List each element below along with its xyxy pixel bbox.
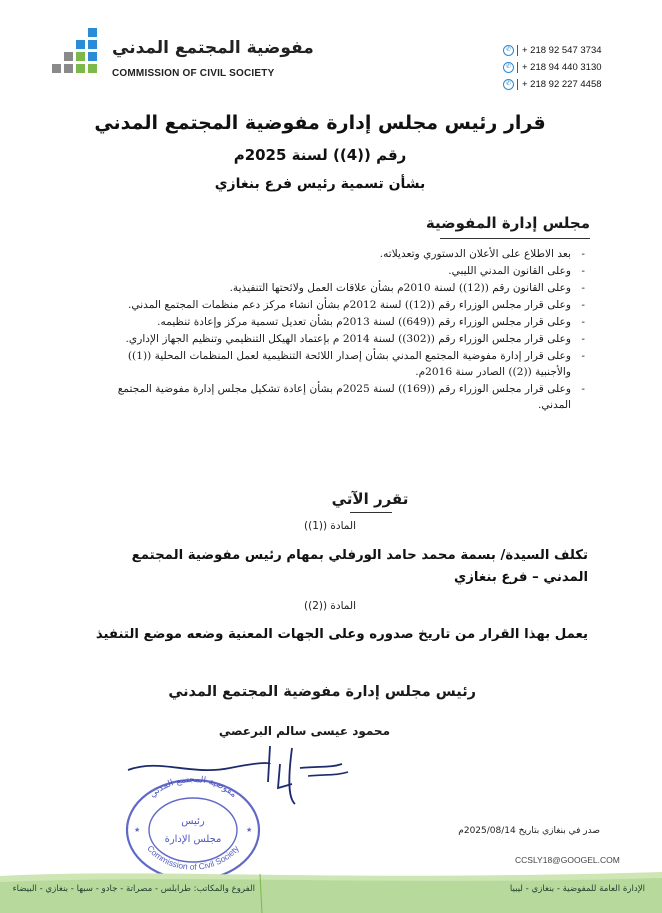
- phone-row: [503, 59, 623, 76]
- phone-icon: ✆: [503, 79, 514, 90]
- contact-email[interactable]: CCSLY18@GOOGEL.COM: [515, 855, 620, 865]
- preamble-item: - وعلى قرار مجلس الوزراء رقم ((169)) لسنة 2025م بشأن إعادة تشكيل مجلس إدارة مفوضية المجتمع المدني.: [95, 381, 585, 413]
- council-heading: مجلس إدارة المفوضية: [425, 214, 590, 232]
- council-underline: [440, 238, 590, 239]
- org-name-english: COMMISSION OF CIVIL SOCIETY: [112, 68, 275, 79]
- issue-date: صدر في بنغازي بتاريخ 2025/08/14م: [458, 826, 600, 836]
- preamble-item: - وعلى القانون المدني الليبي.: [95, 263, 585, 279]
- preamble-item: - وعلى قرار مجلس الوزراء رقم ((649)) لسنة 2013م بشأن تعديل تسمية مركز وإعادة تنظيمه.: [95, 314, 585, 330]
- decision-underline: [350, 512, 392, 513]
- phone-list: [503, 42, 623, 93]
- article-2-label: المادة ((2)): [304, 600, 356, 612]
- phone-icon: ✆: [503, 45, 514, 56]
- preamble-item: - وعلى قرار إدارة مفوضية المجتمع المدني بشأن إصدار اللائحة التنظيمية لعمل المنظمات المحلية ((1)) والأجنبية ((2)) الصادر سنة 2016م.: [95, 348, 585, 380]
- svg-text:★: ★: [134, 826, 141, 834]
- phone-row: [503, 42, 623, 59]
- preamble-item: - وعلى القانون رقم ((12)) لسنة 2010م بشأن علاقات العمل ولائحتها التنفيذية.: [95, 280, 585, 296]
- stamp-center-title: رئيس: [181, 816, 205, 827]
- logo-squares-icon: [52, 28, 108, 78]
- article-1-label: المادة ((1)): [304, 520, 356, 532]
- footer-headquarters: الإدارة العامة للمفوضية - بنغازي - ليبيا: [509, 884, 645, 894]
- article-2-text: يعمل بهذا القرار من تاريخ صدوره وعلى الجهات المعنية وضعه موضع التنفيذ: [95, 627, 588, 642]
- phone-number: + 218 94 440 3130: [522, 62, 602, 73]
- phone-row: [503, 76, 623, 93]
- stamp-ring-arabic: مفوضية المجتمع المدني: [147, 774, 239, 800]
- official-stamp: [120, 770, 266, 882]
- svg-text:★: ★: [246, 826, 253, 834]
- stamp-ring-english: Commission of Civil Society: [145, 843, 241, 872]
- phone-number: + 218 92 547 3734: [522, 45, 602, 56]
- decision-title: قرار رئيس مجلس إدارة مفوضية المجتمع المدني: [94, 112, 546, 134]
- preamble-list: [95, 246, 585, 414]
- commission-logo: [52, 28, 314, 88]
- footer-band: [0, 868, 662, 913]
- article-1-text: تكلف السيدة/ بسمة محمد حامد الورفلي بمهام رئيس مفوضية المجتمع المدني – فرع بنغازي: [131, 548, 588, 585]
- decision-heading: تقرر الآتي: [331, 490, 409, 508]
- svg-text:مفوضية المجتمع المدني: [148, 775, 239, 800]
- preamble-item: - وعلى قرار مجلس الوزراء رقم ((12)) لسنة 2012م بشأن انشاء مركز دعم منظمات المجتمع المدني.: [95, 297, 585, 313]
- decision-number: رقم ((4)) لسنة 2025م: [233, 146, 407, 164]
- footer-branches: الفروع والمكاتب: طرابلس - مصراتة - جادو - سبها - بنغازي - البيضاء: [12, 884, 255, 894]
- stamp-center-subtitle: مجلس الإدارة: [164, 834, 222, 845]
- preamble-item: - وعلى قرار مجلس الوزراء رقم ((302)) لسنة 2014 م بإعتماد الهيكل التنظيمي وتنظيم الجهاز الإداري.: [95, 331, 585, 347]
- signatory-title: رئيس مجلس إدارة مفوضية المجتمع المدني: [168, 684, 476, 700]
- preamble-item: - بعد الاطلاع على الأعلان الدستوري وتعديلاته.: [95, 246, 585, 262]
- org-name-arabic: مفوضية المجتمع المدني: [112, 38, 314, 58]
- phone-icon: ✆: [503, 62, 514, 73]
- signatory-name: محمود عيسى سالم البرعصي: [218, 724, 390, 738]
- decision-subject: بشأن تسمية رئيس فرع بنغازي: [214, 176, 426, 192]
- phone-number: + 218 92 227 4458: [522, 79, 602, 90]
